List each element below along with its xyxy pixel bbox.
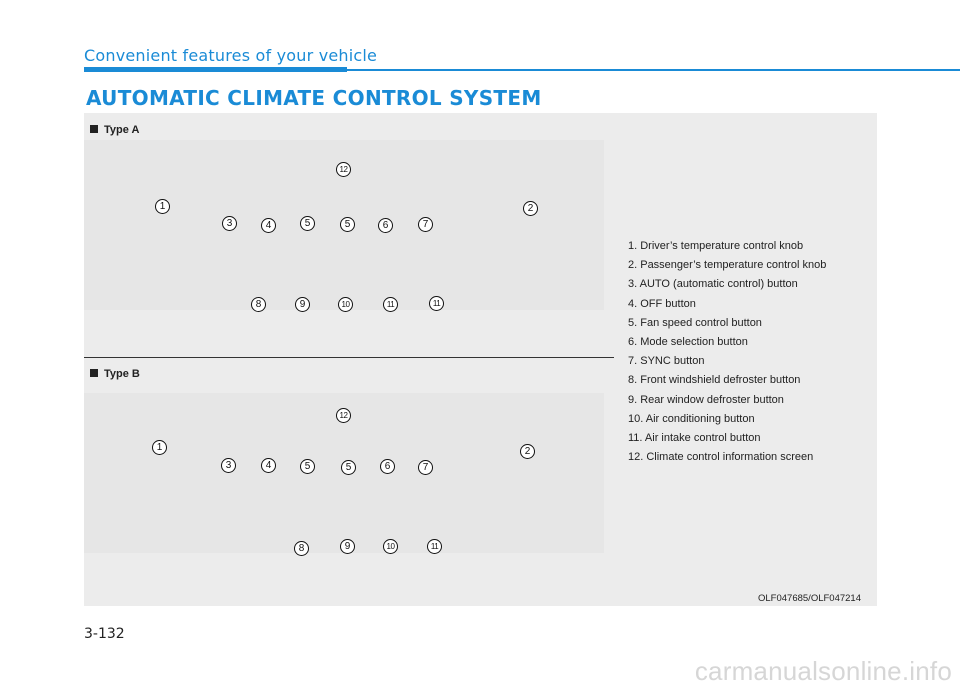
legend-item: 1. Driver’s temperature control knob bbox=[628, 240, 804, 252]
callout-5: 5 bbox=[300, 216, 315, 231]
callout-3: 3 bbox=[221, 458, 236, 473]
callout-6: 6 bbox=[378, 218, 393, 233]
bullet-square-icon bbox=[90, 125, 98, 133]
legend-item: 12. Climate control information screen bbox=[628, 451, 814, 464]
page-number: 3-132 bbox=[84, 626, 125, 642]
legend-item: 10. Air conditioning button bbox=[628, 412, 755, 425]
callout-1: 1 bbox=[152, 440, 167, 455]
callout-7: 7 bbox=[418, 460, 433, 475]
callout-8: 8 bbox=[251, 297, 266, 312]
legend-item: 3. AUTO (automatic control) button bbox=[628, 278, 798, 291]
section-header: Convenient features of your vehicle bbox=[84, 46, 378, 65]
callout-1: 1 bbox=[155, 199, 170, 214]
callout-12: 12 bbox=[336, 162, 351, 177]
callout-8: 8 bbox=[294, 541, 309, 556]
legend-item: 6. Mode selection button bbox=[628, 335, 748, 348]
section-divider bbox=[84, 357, 614, 358]
type-b-label bbox=[90, 368, 140, 380]
callout-11: 11 bbox=[427, 539, 442, 554]
callout-4: 4 bbox=[261, 218, 276, 233]
callout-9: 9 bbox=[295, 297, 310, 312]
callout-7: 7 bbox=[418, 217, 433, 232]
image-code: OLF047685/OLF047214 bbox=[758, 593, 861, 604]
legend-item: 7. SYNC button bbox=[628, 355, 705, 368]
type-b-label-text: Type B bbox=[104, 368, 140, 380]
callout-5: 5 bbox=[341, 460, 356, 475]
callout-3: 3 bbox=[222, 216, 237, 231]
header-rule-thin bbox=[347, 69, 960, 71]
callout-4: 4 bbox=[261, 458, 276, 473]
legend-item: 2. Passenger’s temperature control knob bbox=[628, 259, 827, 272]
callout-5: 5 bbox=[340, 217, 355, 232]
callout-2: 2 bbox=[520, 444, 535, 459]
type-a-label-text: Type A bbox=[104, 124, 140, 136]
callout-10: 10 bbox=[338, 297, 353, 312]
callout-2: 2 bbox=[523, 201, 538, 216]
callout-11: 11 bbox=[383, 297, 398, 312]
callout-9: 9 bbox=[340, 539, 355, 554]
page-title: AUTOMATIC CLIMATE CONTROL SYSTEM bbox=[86, 86, 542, 110]
legend-item: 9. Rear window defroster button bbox=[628, 393, 784, 406]
legend-item: 5. Fan speed control button bbox=[628, 316, 762, 329]
callout-10: 10 bbox=[383, 539, 398, 554]
callout-11: 11 bbox=[429, 296, 444, 311]
callout-12: 12 bbox=[336, 408, 351, 423]
legend-item: 11. Air intake control button bbox=[628, 431, 761, 444]
component-legend bbox=[628, 237, 826, 467]
watermark: carmanualsonline.info bbox=[694, 656, 952, 686]
legend-item: 8. Front windshield defroster button bbox=[628, 374, 801, 387]
header-rule-thick bbox=[84, 67, 347, 72]
bullet-square-icon bbox=[90, 369, 98, 377]
callout-6: 6 bbox=[380, 459, 395, 474]
type-a-label bbox=[90, 124, 139, 136]
callout-5: 5 bbox=[300, 459, 315, 474]
legend-item: 4. OFF button bbox=[628, 297, 696, 310]
